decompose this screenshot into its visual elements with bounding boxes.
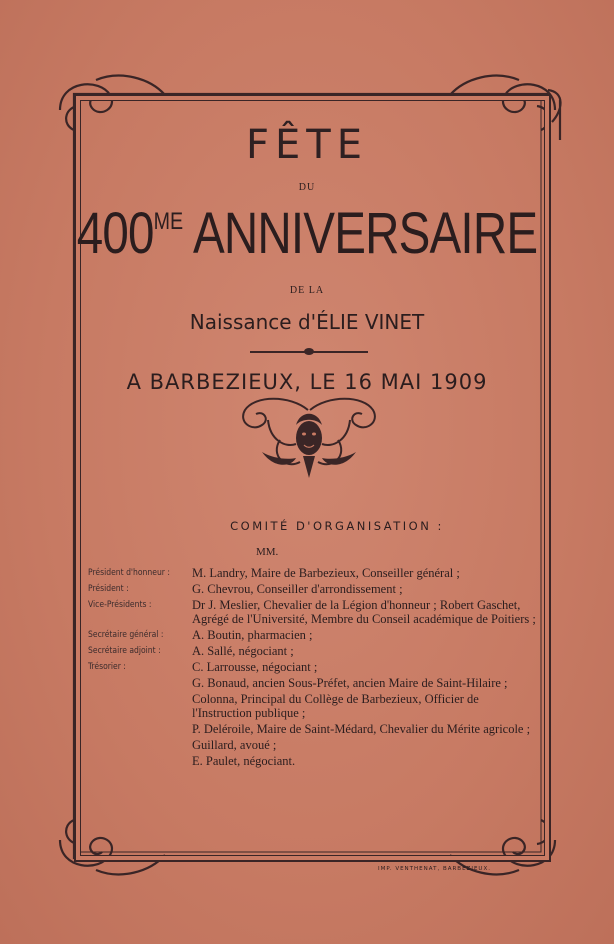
anniversary-number: 400 xyxy=(76,201,154,266)
member-role: Président d'honneur : xyxy=(88,568,170,578)
committee-heading: COMITÉ D'ORGANISATION : xyxy=(230,519,444,533)
title-naissance: Naissance d'ÉLIE VINET xyxy=(189,310,425,334)
anniversary-sup: ME xyxy=(153,208,184,235)
committee-members xyxy=(88,566,538,768)
member-role xyxy=(88,676,188,690)
member-text: E. Paulet, négociant. xyxy=(192,754,296,768)
place-date: A BARBEZIEUX, LE 16 MAI 1909 xyxy=(126,370,488,394)
printer-imprint: IMP. VENTHENAT, BARBEZIEUX. xyxy=(378,866,491,872)
anniversary-word: ANNIVERSAIRE xyxy=(192,201,538,266)
member-role xyxy=(88,722,188,736)
title-fete: FÊTE xyxy=(246,122,368,168)
title-de-la: DE LA xyxy=(289,285,325,296)
member-text: G. Chevrou, Conseiller d'arrondissement ; xyxy=(192,582,403,596)
member-role xyxy=(88,738,188,752)
title-du: DU xyxy=(298,182,316,193)
committee-mm: MM. xyxy=(256,546,279,558)
member-row xyxy=(88,660,538,674)
member-role xyxy=(88,692,188,720)
member-text: P. Deléroile, Maire de Saint-Médard, Chevalier du Mérite agricole ; xyxy=(192,722,531,736)
member-row xyxy=(88,754,538,768)
member-role: Secrétaire adjoint : xyxy=(88,646,161,656)
member-role: Vice-Présidents : xyxy=(88,600,152,610)
member-row xyxy=(88,582,538,596)
member-text: M. Landry, Maire de Barbezieux, Conseiller général ; xyxy=(192,566,460,580)
member-role: Trésorier : xyxy=(88,662,126,672)
member-row xyxy=(88,628,538,642)
member-row xyxy=(88,566,538,580)
member-text: A. Sallé, négociant ; xyxy=(192,644,294,658)
member-row xyxy=(88,722,538,736)
member-row xyxy=(88,598,538,626)
member-text: Dr J. Meslier, Chevalier de la Légion d'honneur ; Robert Gaschet, Agrégé de l'Université, Membre du Conseil académique de Poitiers ; xyxy=(192,598,536,626)
member-role: Président : xyxy=(88,584,129,594)
member-row xyxy=(88,644,538,658)
member-text: C. Larrousse, négociant ; xyxy=(192,660,318,674)
member-text: Colonna, Principal du Collège de Barbezieux, Officier de l'Instruction publique ; xyxy=(192,692,479,720)
member-text: G. Bonaud, ancien Sous-Préfet, ancien Maire de Saint-Hilaire ; xyxy=(192,676,508,690)
member-row xyxy=(88,676,538,690)
member-text: Guillard, avoué ; xyxy=(192,738,277,752)
member-role: Secrétaire général : xyxy=(88,630,164,640)
member-role xyxy=(88,754,188,768)
member-row xyxy=(88,738,538,752)
member-text: A. Boutin, pharmacien ; xyxy=(192,628,313,642)
member-row xyxy=(88,692,538,720)
